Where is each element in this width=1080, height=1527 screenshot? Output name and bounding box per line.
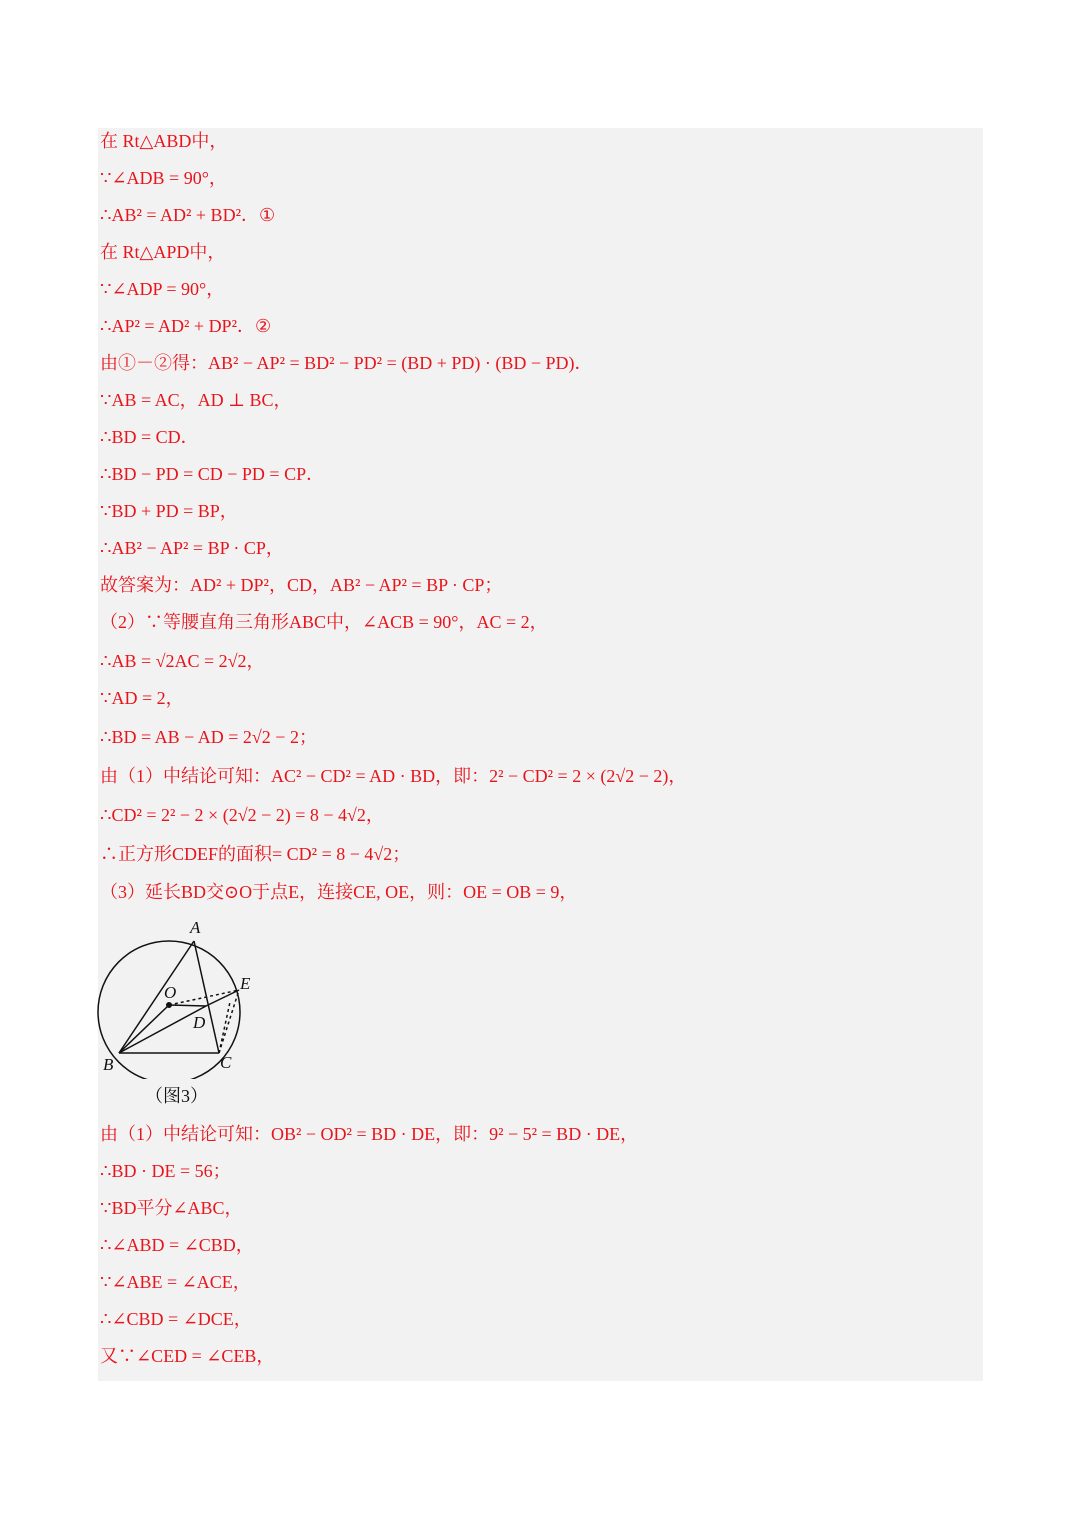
solution-line-13: 故答案为：AD² + DP²，CD，AB² − AP² = BP · CP； [100,575,503,595]
solution-line-6: ∴AP² = AD² + DP²．② [100,316,272,336]
geometry-figure [92,914,262,1079]
solution-line-23: ∴BD · DE = 56； [100,1161,231,1181]
solution-line-22: 由（1）中结论可知：OB² − OD² = BD · DE，即：9² − 5² = BD · DE， [100,1124,639,1144]
segment-bo [119,1005,169,1053]
solution-line-21: （3）延长BD交⊙O于点E，连接CE, OE，则：OE = OB = 9， [100,882,578,902]
solution-line-3: ∴AB² = AD² + BD²．① [100,205,276,225]
solution-line-27: ∴∠CBD = ∠DCE， [100,1309,252,1329]
label-a: A [190,918,201,937]
label-e: E [240,974,251,993]
solution-line-11: ∵BD + PD = BP， [100,501,238,521]
solution-line-25: ∴∠ABD = ∠CBD， [100,1235,254,1255]
solution-line-28: 又∵∠CED = ∠CEB， [100,1346,275,1366]
solution-line-9: ∴BD = CD． [100,427,199,447]
solution-line-18: 由（1）中结论可知：AC² − CD² = AD · BD，即：2² − CD² = 2 × (2√2 − 2)， [100,766,687,786]
center-point [166,1002,172,1008]
solution-line-17: ∴BD = AB − AD = 2√2 − 2； [100,727,317,747]
solution-line-14: （2）∵等腰直角三角形ABC中，∠ACB = 90°，AC = 2， [100,612,548,632]
label-c: C [220,1053,232,1072]
solution-line-24: ∵BD平分∠ABC， [100,1198,243,1218]
solution-line-1: 在 Rt△ABD中， [100,131,228,151]
solution-line-4: 在 Rt△APD中， [100,242,226,262]
segment-oe [169,990,239,1005]
label-d: D [193,1013,206,1032]
solution-line-5: ∵∠ADP = 90°， [100,279,225,299]
circle-o [98,941,240,1079]
solution-line-26: ∵∠ABE = ∠ACE， [100,1272,251,1292]
segment-de [206,990,239,1006]
segment-od [169,1005,206,1006]
segment-ab [119,941,194,1053]
solution-line-8: ∵AB = AC，AD ⊥ BC， [100,390,292,410]
segment-ae-hidden [219,1002,230,1053]
label-o: O [164,983,177,1002]
solution-line-19: ∴CD² = 2² − 2 × (2√2 − 2) = 8 − 4√2， [100,805,384,825]
label-b: B [103,1055,114,1074]
solution-line-15: ∴AB = √2AC = 2√2， [100,651,265,671]
solution-line-10: ∴BD − PD = CD − PD = CP． [100,464,325,484]
solution-line-7: 由①－②得：AB² − AP² = BD² − PD² = (BD + PD) · (BD − PD)． [100,353,593,373]
segment-ce [219,990,239,1053]
figure-caption: （图3） [145,1086,208,1106]
solution-line-20: ∴正方形CDEF的面积= CD² = 8 − 4√2； [100,844,411,864]
solution-line-2: ∵∠ADB = 90°， [100,168,227,188]
solution-line-12: ∴AB² − AP² = BP · CP， [100,538,284,558]
solution-line-16: ∵AD = 2， [100,688,184,708]
